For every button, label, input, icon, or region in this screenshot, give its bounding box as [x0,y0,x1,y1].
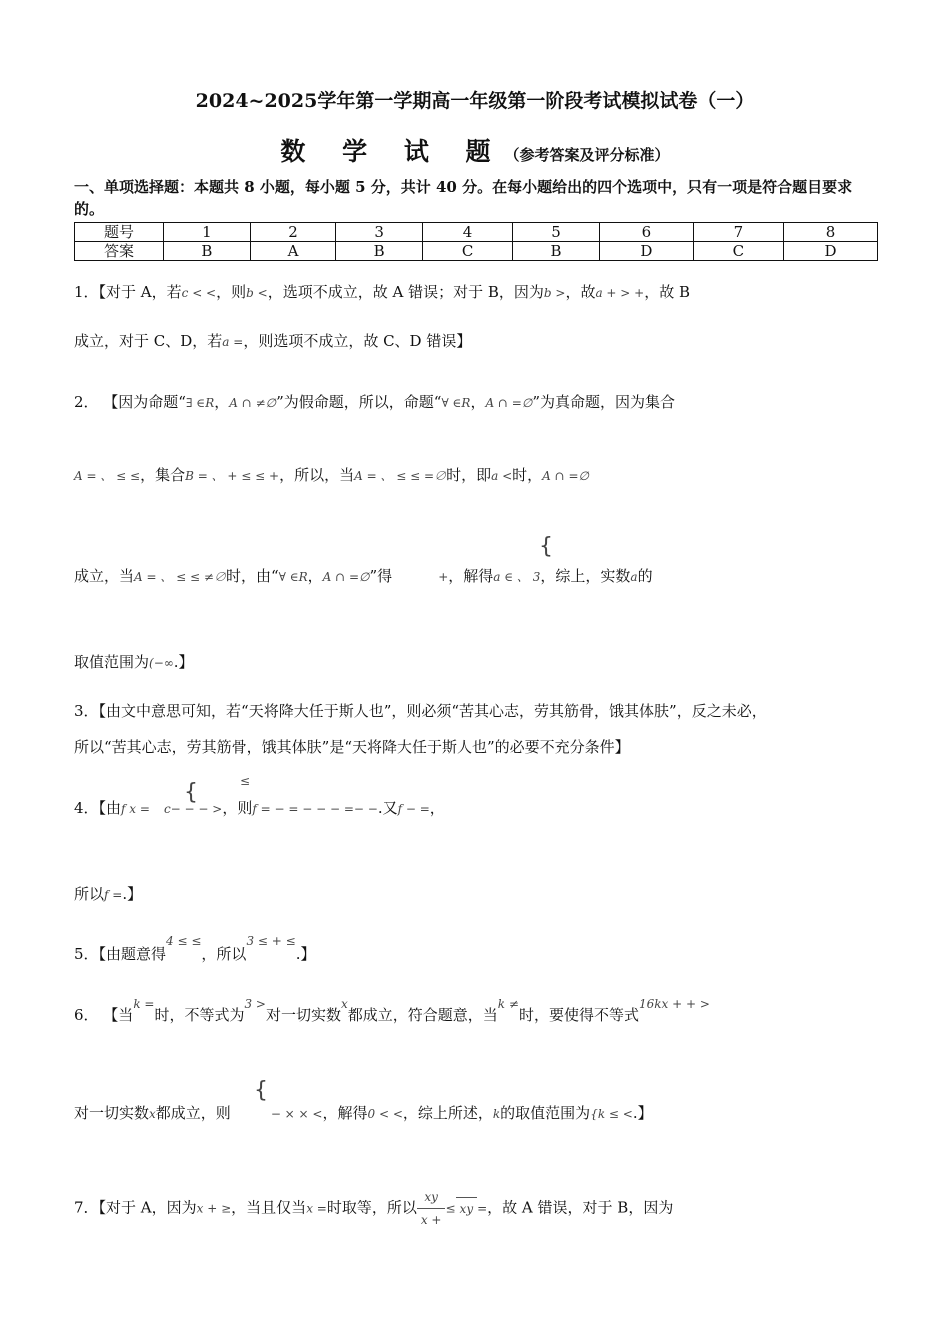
table-cell: B [164,242,251,261]
q5-line-1 [74,934,880,966]
table-row [75,223,878,242]
q2-line-3 [74,565,880,588]
fraction [417,1186,446,1231]
text: ，故 B [644,283,691,301]
math: A ∩ =∅ [542,469,589,483]
text: 时取等，所以 [326,1198,417,1217]
math: f = − = − − − =− − [252,802,378,816]
text: ，当且仅当 [231,1198,307,1217]
math: c < < [181,286,217,300]
text: .】 [295,945,316,963]
math: c− − − > [163,802,223,816]
text: ，则选项不成立，故 C、D 错误】 [243,332,472,350]
text: 1．【对于 A，若 [74,283,182,301]
text: 4．【由 [74,799,122,817]
text: 都成立，符合题意，当 [347,1006,498,1024]
math: ∀ ∈R [278,570,308,584]
math: k = [133,997,155,1011]
table-cell: A [250,242,335,261]
text: .】 [173,653,194,671]
text: 时， [512,466,543,484]
math: (−∞ [149,656,174,670]
math: b > [543,286,566,300]
text: 时，即 [446,466,492,484]
text: 7．【对于 A，因为 [74,1198,197,1217]
math: 0 < < [367,1107,403,1121]
table-cell: 5 [513,223,600,242]
math: A ∩ =∅ [485,396,533,410]
numerator: xy [417,1186,446,1209]
math: + [438,570,449,584]
text: ，故 [565,283,596,301]
text: ，则 [222,799,253,817]
text: ， [307,567,323,585]
math: ≤ [240,774,251,788]
q4-line-1 [74,797,880,820]
text: ，所以，当 [279,466,355,484]
math: x [149,1107,156,1121]
text: ， [470,393,486,411]
math: A = 、 ≤ ≤ ≠∅ [134,570,226,584]
math: b < [246,286,268,300]
math: A = 、 ≤ ≤ [74,469,141,483]
q7-line-1 [74,1186,880,1231]
brace: { [539,534,553,559]
text: ，则 [216,283,247,301]
text: ，集合 [140,466,186,484]
q6-line-2 [74,1102,880,1125]
text: ， [214,393,230,411]
text: ”为真命题，因为集合 [532,393,675,411]
table-cell: 6 [599,223,693,242]
table-cell: 1 [164,223,251,242]
text: ，解得 [322,1104,368,1122]
q4-line-2 [74,883,880,906]
math: x [341,997,348,1011]
math: a < [491,469,513,483]
text: ，选项不成立，故 A 错误；对于 B，因为 [267,283,544,301]
math: {k ≤ < [590,1107,633,1121]
q6-line-1 [74,997,880,1027]
brace: { [254,1078,268,1103]
text: 2． 【因为命题“ [74,393,186,411]
subject-name: 数 学 试 题 [280,137,505,166]
math: ∀ ∈R [441,396,471,410]
math: A = 、 ≤ ≤ =∅ [354,469,447,483]
math: a = [222,335,244,349]
math: a ∈ 、 3 [493,570,541,584]
text: .】 [632,1104,653,1122]
text: ，综上，实数 [540,567,631,585]
table-cell: C [693,242,783,261]
q2-line-1 [74,391,880,414]
fraction [456,1197,478,1220]
math: B = 、 + ≤ ≤ + [185,469,280,483]
math: k ≠ [497,997,519,1011]
text: 都成立，则 [155,1104,231,1122]
text: 的取值范围为 [500,1104,591,1122]
text: .】 [122,885,143,903]
math: f = [104,888,123,902]
table-cell: 3 [336,223,423,242]
table-cell: C [423,242,513,261]
math: 16kx + + > [638,997,710,1011]
text: 时，由“ [225,567,279,585]
math: ∃ ∈R [185,396,215,410]
table-cell: D [599,242,693,261]
table-cell: 8 [783,223,877,242]
table-row [75,242,878,261]
math: x = [306,1201,327,1216]
q2-line-2 [74,464,880,487]
math: a + > + [595,286,645,300]
math: − × × < [270,1107,323,1121]
math: 4 ≤ ≤ [166,934,202,948]
math: A ∩ =∅ [322,570,370,584]
text: ”得 [369,567,393,585]
denominator: xy [459,1202,474,1216]
q3-line-2: 所以“苦其心志，劳其筋骨，饿其体肤”是“天将降大任于斯人也”的必要不充分条件】 [74,738,630,756]
table-cell: B [336,242,423,261]
text: 时，不等式为 [154,1006,245,1024]
table-cell: 4 [423,223,513,242]
text: ，所以 [201,945,247,963]
text: 对一切实数 [265,1006,341,1024]
text: ， [429,799,445,817]
answer-table [74,222,878,261]
math: f − = [397,802,430,816]
q2-line-4 [74,651,880,674]
text: .又 [377,799,398,817]
denominator: x + [420,1213,442,1227]
text: 对一切实数 [74,1104,150,1122]
text: 所以 [74,885,105,903]
exam-title: 2024~2025学年第一学期高一年级第一阶段考试模拟试卷（一） [195,90,755,112]
text: 5．【由题意得 [74,945,167,963]
table-cell: 2 [250,223,335,242]
table-cell: 7 [693,223,783,242]
text: 时，要使得不等式 [518,1006,639,1024]
table-cell: B [513,242,600,261]
math: 3 ≤ + ≤ [246,934,296,948]
q1-line-1 [74,281,880,304]
section-heading: 一、单项选择题：本题共 8 小题，每小题 5 分，共计 40 分。在每小题给出的四个选项中，只有一项是符合题目要求的。 [74,178,853,218]
math: 3 > [244,997,266,1011]
text: 6． 【当 [74,1006,134,1024]
table-cell: D [783,242,877,261]
math: f x = [121,802,150,816]
q1-line-2 [74,330,880,353]
row-label: 题号 [75,223,164,242]
subtitle: （参考答案及评分标准） [504,146,670,164]
math: ≤ [445,1201,456,1216]
brace: { [184,780,198,805]
math: A ∩ ≠∅ [229,396,277,410]
text: ，故 A 错误，对于 B，因为 [487,1198,674,1217]
math: = [477,1201,488,1216]
math: k [492,1107,501,1121]
text: 的 [637,567,653,585]
text: 成立，当 [74,567,135,585]
row-label: 答案 [75,242,164,261]
text: 取值范围为 [74,653,150,671]
q3-line-1: 3．【由文中意思可知，若“天将降大任于斯人也”，则必须“苦其心志，劳其筋骨，饿其体肤”，反之未必， [74,702,767,720]
text: 成立，对于 C、D，若 [74,332,223,350]
subject-title [0,132,950,168]
text: ，解得 [448,567,494,585]
text: ”为假命题，所以，命题“ [276,393,442,411]
text: ，综上所述， [402,1104,493,1122]
math: x + ≥ [196,1201,232,1216]
math: a [630,570,638,584]
